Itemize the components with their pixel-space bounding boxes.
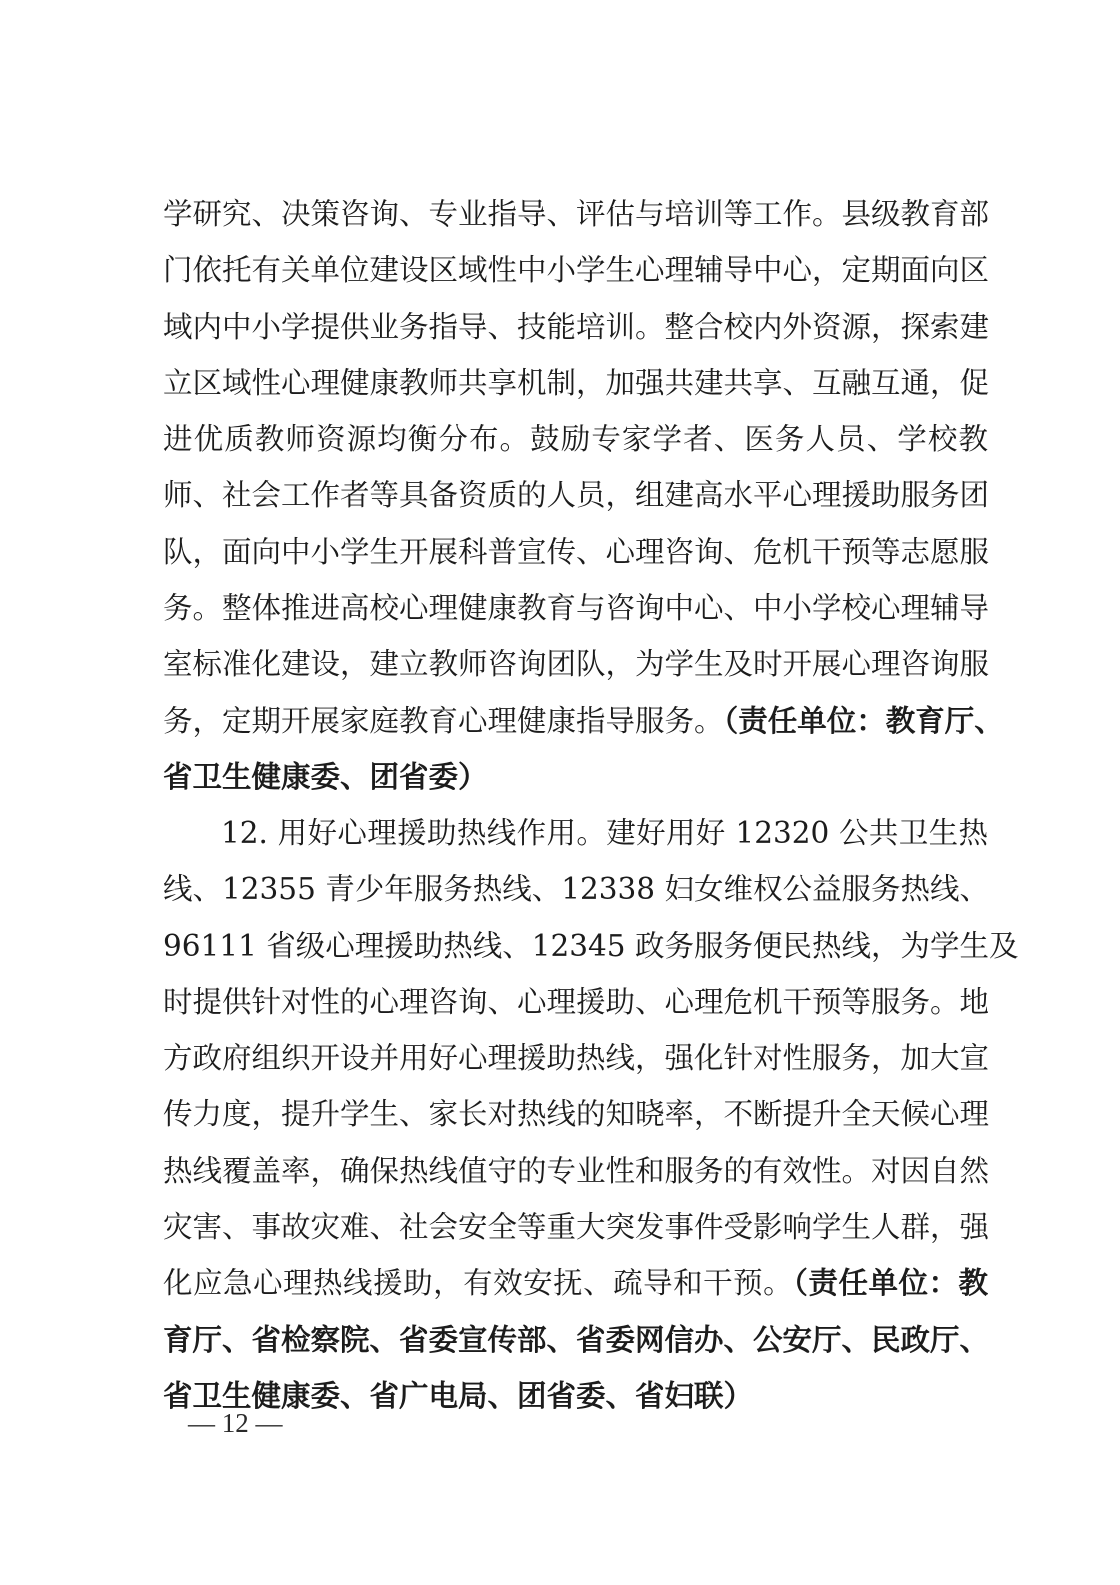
text-line: 立区域性心理健康教师共享机制，加强共建共享、互融互通，促 (163, 365, 990, 400)
text-line: 队，面向中小学生开展科普宣传、心理咨询、危机干预等志愿服 (163, 534, 990, 569)
text-line-with-responsibility (163, 693, 1004, 749)
responsibility-label: （责任单位：教育厅、 (723, 702, 1004, 738)
text-line: 门依托有关单位建设区域性中小学生心理辅导中心，定期面向区 (163, 253, 990, 288)
text-line: 域内中小学提供业务指导、技能培训。整合校内外资源，探索建 (163, 309, 990, 344)
responsibility-units: 省卫生健康委、省广电局、团省委、省妇联） (163, 1377, 754, 1413)
text-line: 灾害、事故灾难、社会安全等重大突发事件受影响学生人群，强 (163, 1210, 990, 1245)
text-line: 方政府组织开设并用好心理援助热线，强化针对性服务，加大宣 (163, 1041, 990, 1076)
section-heading-line: 12. 用好心理援助热线作用。建好用好 12320 公共卫生热 (221, 816, 988, 850)
text-line: 热线覆盖率，确保热线值守的专业性和服务的有效性。对因自然 (163, 1153, 990, 1188)
page-number: — 12 — (188, 1408, 283, 1438)
text-line: 学研究、决策咨询、专业指导、评估与培训等工作。县级教育部 (163, 197, 990, 231)
text-line: 进优质教师资源均衡分布。鼓励专家学者、医务人员、学校教 (163, 422, 988, 457)
paragraph-psychological-hotline (163, 805, 1019, 1424)
text-line-with-responsibility (163, 1255, 988, 1311)
text-line: 传力度，提升学生、家长对热线的知晓率，不断提升全天候心理 (163, 1097, 990, 1132)
text-line: 96111 省级心理援助热线、12345 政务服务便民热线，为学生及 (163, 928, 1019, 963)
text-line: 务。整体推进高校心理健康教育与咨询中心、中小学校心理辅导 (163, 591, 990, 626)
text-line-head: 化应急心理热线援助，有效安抚、疏导和干预。 (163, 1266, 794, 1301)
responsibility-label: （责任单位：教 (793, 1265, 988, 1301)
text-line: 时提供针对性的心理咨询、心理援助、心理危机干预等服务。地 (163, 984, 990, 1019)
text-line: 线、12355 青少年服务热线、12338 妇女维权公益服务热线、 (163, 872, 989, 907)
text-line: 室标准化建设，建立教师咨询团队，为学生及时开展心理咨询服 (163, 647, 990, 682)
text-line-head: 务，定期开展家庭教育心理健康指导服务。 (163, 703, 724, 738)
paragraph-responsibility-services (163, 186, 1004, 805)
responsibility-units: 省卫生健康委、团省委） (163, 758, 488, 794)
responsibility-units: 育厅、省检察院、省委宣传部、省委网信办、公安厅、民政厅、 (163, 1321, 990, 1357)
text-line: 师、社会工作者等具备资质的人员，组建高水平心理援助服务团 (163, 478, 990, 513)
